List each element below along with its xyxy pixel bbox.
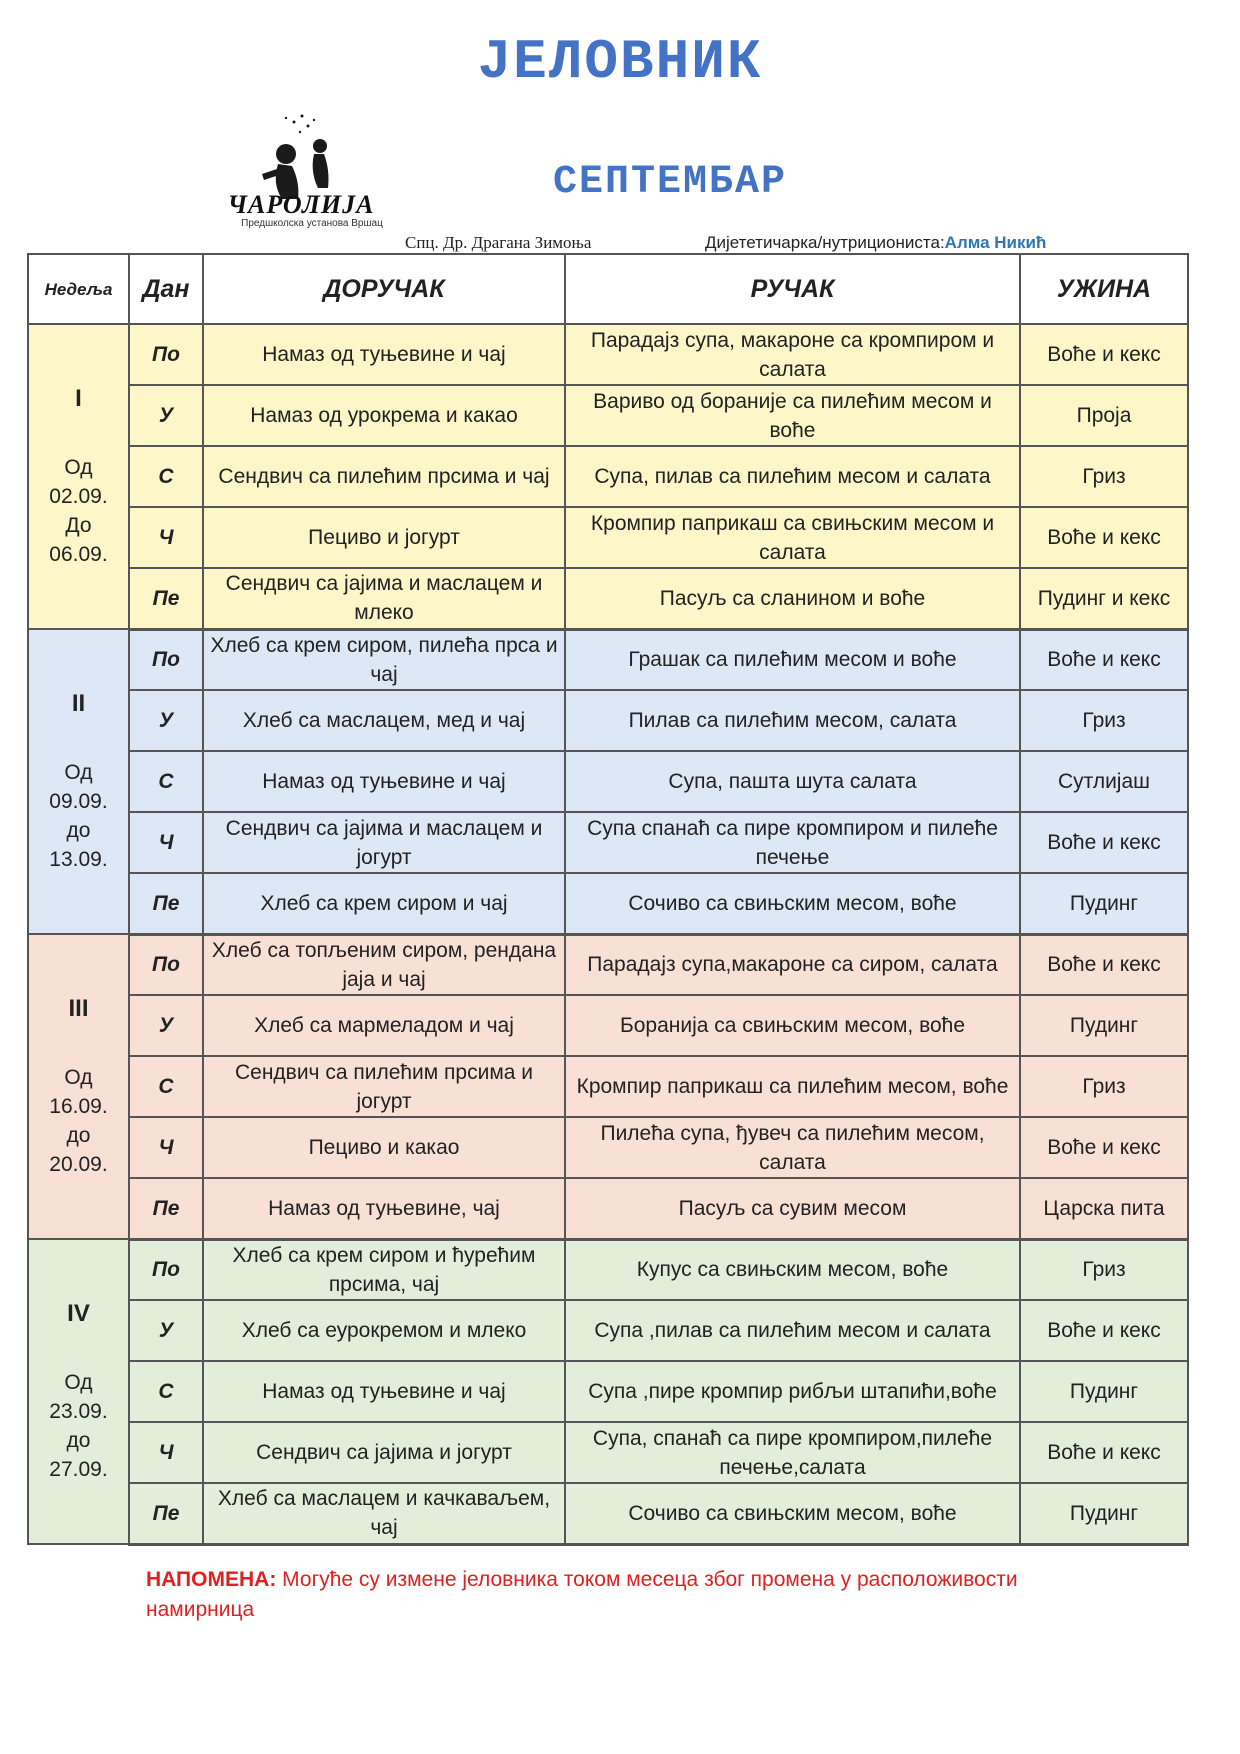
week-to-date: 27.09. [49, 1458, 108, 1481]
breakfast-cell: Пециво и јогурт [203, 507, 565, 568]
day-cell: По [129, 934, 203, 995]
day-cell: Пе [129, 1483, 203, 1544]
table-row [28, 1056, 1188, 1117]
header-breakfast: ДОРУЧАК [203, 254, 565, 324]
nutritionist [705, 233, 1046, 253]
snack-cell: Царска пита [1020, 1178, 1188, 1239]
day-cell: По [129, 629, 203, 690]
table-row [28, 507, 1188, 568]
day-cell: С [129, 1361, 203, 1422]
header-week: Недеља [28, 254, 129, 324]
snack-cell: Воће и кекс [1020, 1422, 1188, 1483]
nutritionist-label: Дијететичарка/нутрициониста: [705, 233, 945, 252]
day-cell: У [129, 385, 203, 446]
snack-cell: Гриз [1020, 690, 1188, 751]
day-cell: С [129, 446, 203, 507]
snack-cell: Воће и кекс [1020, 812, 1188, 873]
week-number: I [75, 385, 82, 412]
week-to-label: до [66, 1429, 91, 1452]
breakfast-cell: Пециво и какао [203, 1117, 565, 1178]
day-cell: По [129, 324, 203, 385]
day-cell: Ч [129, 812, 203, 873]
breakfast-cell: Намаз од туњевине, чај [203, 1178, 565, 1239]
lunch-cell: Супа спанаћ са пире кромпиром и пилеће печење [565, 812, 1020, 873]
snack-cell: Пудинг и кекс [1020, 568, 1188, 629]
table-row [28, 385, 1188, 446]
note [146, 1565, 1126, 1625]
breakfast-cell: Хлеб са крем сиром и ћурећим прсима, чај [203, 1239, 565, 1300]
table-header-row [28, 254, 1188, 324]
table-row [28, 934, 1188, 995]
lunch-cell: Сочиво са свињским месом, воће [565, 1483, 1020, 1544]
day-cell: Ч [129, 1422, 203, 1483]
lunch-cell: Кромпир паприкаш са свињским месом и салата [565, 507, 1020, 568]
breakfast-cell: Сендвич са пилећим прсима и чај [203, 446, 565, 507]
day-cell: По [129, 1239, 203, 1300]
breakfast-cell: Намаз од урокрема и какао [203, 385, 565, 446]
lunch-cell: Грашак са пилећим месом и воће [565, 629, 1020, 690]
week-cell [28, 324, 129, 629]
week-from-label: Од [64, 456, 93, 479]
snack-cell: Гриз [1020, 1056, 1188, 1117]
day-cell: Пе [129, 568, 203, 629]
breakfast-cell: Хлеб са топљеним сиром, рендана јаја и чај [203, 934, 565, 995]
note-text: Могуће су измене јеловника током месеца због промена у расположивости намирница [146, 1568, 1018, 1621]
header-day: Дан [129, 254, 203, 324]
table-row [28, 568, 1188, 629]
breakfast-cell: Сендвич са јајима и јогурт [203, 1422, 565, 1483]
lunch-cell: Парадајз супа, макароне са кромпиром и салата [565, 324, 1020, 385]
logo-caption: Предшколска установа Вршац [241, 218, 383, 229]
breakfast-cell: Намаз од туњевине и чај [203, 1361, 565, 1422]
snack-cell: Воће и кекс [1020, 1117, 1188, 1178]
snack-cell: Гриз [1020, 1239, 1188, 1300]
table-row [28, 690, 1188, 751]
table-row [28, 1117, 1188, 1178]
week-from-date: 23.09. [49, 1400, 108, 1423]
lunch-cell: Сочиво са свињским месом, воће [565, 873, 1020, 934]
lunch-cell: Боранија са свињским месом, воће [565, 995, 1020, 1056]
week-from-date: 16.09. [49, 1095, 108, 1118]
day-cell: У [129, 690, 203, 751]
table-row [28, 324, 1188, 385]
snack-cell: Пудинг [1020, 1483, 1188, 1544]
author-name: Спц. Др. Драгана Зимоња [405, 233, 592, 252]
table-row [28, 1178, 1188, 1239]
header-snack: УЖИНА [1020, 254, 1188, 324]
breakfast-cell: Сендвич са јајима и маслацем и јогурт [203, 812, 565, 873]
day-cell: Ч [129, 1117, 203, 1178]
table-row [28, 446, 1188, 507]
breakfast-cell: Намаз од туњевине и чај [203, 751, 565, 812]
week-to-label: до [66, 819, 91, 842]
day-cell: У [129, 1300, 203, 1361]
breakfast-cell: Сендвич са јајима и маслацем и млеко [203, 568, 565, 629]
logo-wordmark: ЧАРОЛИЈА [227, 190, 375, 219]
week-from-label: Од [64, 1371, 93, 1394]
breakfast-cell: Хлеб са маслацем, мед и чај [203, 690, 565, 751]
week-to-date: 06.09. [49, 543, 108, 566]
breakfast-cell: Хлеб са крем сиром, пилећа прса и чај [203, 629, 565, 690]
snack-cell: Воће и кекс [1020, 934, 1188, 995]
day-cell: Пе [129, 1178, 203, 1239]
snack-cell: Пудинг [1020, 873, 1188, 934]
day-cell: Ч [129, 507, 203, 568]
month-title: СЕПТЕМБАР [552, 160, 788, 205]
week-to-date: 20.09. [49, 1153, 108, 1176]
day-cell: У [129, 995, 203, 1056]
table-row [28, 995, 1188, 1056]
snack-cell: Проја [1020, 385, 1188, 446]
snack-cell: Воће и кекс [1020, 507, 1188, 568]
lunch-cell: Пилећа супа, ђувеч са пилећим месом, салата [565, 1117, 1020, 1178]
snack-cell: Воће и кекс [1020, 1300, 1188, 1361]
week-number: III [68, 995, 89, 1022]
breakfast-cell: Намаз од туњевине и чај [203, 324, 565, 385]
week-from-label: Од [64, 761, 93, 784]
lunch-cell: Супа ,пилав са пилећим месом и салата [565, 1300, 1020, 1361]
lunch-cell: Купус са свињским месом, воће [565, 1239, 1020, 1300]
lunch-cell: Супа, спанаћ са пире кромпиром,пилеће печење,салата [565, 1422, 1020, 1483]
week-to-date: 13.09. [49, 848, 108, 871]
lunch-cell: Супа, пашта шута салата [565, 751, 1020, 812]
table-row [28, 1300, 1188, 1361]
breakfast-cell: Хлеб са крем сиром и чај [203, 873, 565, 934]
week-from-date: 09.09. [49, 790, 108, 813]
week-to-label: До [65, 514, 92, 537]
week-from-date: 02.09. [49, 485, 108, 508]
snack-cell: Пудинг [1020, 1361, 1188, 1422]
snack-cell: Воће и кекс [1020, 324, 1188, 385]
week-cell [28, 934, 129, 1239]
breakfast-cell: Сендвич са пилећим прсима и јогурт [203, 1056, 565, 1117]
week-number: IV [67, 1300, 90, 1327]
table-row [28, 1422, 1188, 1483]
lunch-cell: Супа ,пире кромпир рибљи штапићи,воће [565, 1361, 1020, 1422]
table-row [28, 812, 1188, 873]
table-row [28, 873, 1188, 934]
table-row [28, 751, 1188, 812]
note-label: НАПОМЕНА: [146, 1568, 277, 1591]
snack-cell: Воће и кекс [1020, 629, 1188, 690]
header-lunch: РУЧАК [565, 254, 1020, 324]
table-row [28, 1239, 1188, 1300]
day-cell: Пе [129, 873, 203, 934]
table-row [28, 1483, 1188, 1544]
breakfast-cell: Хлеб са маслацем и качкаваљем, чај [203, 1483, 565, 1544]
lunch-cell: Вариво од боранијe са пилећим месом и воће [565, 385, 1020, 446]
week-from-label: Од [64, 1066, 93, 1089]
nutritionist-name: Алма Никић [944, 233, 1047, 252]
logo [202, 104, 400, 230]
table-row [28, 1361, 1188, 1422]
table-row [28, 629, 1188, 690]
breakfast-cell: Хлеб са еурокремом и млеко [203, 1300, 565, 1361]
lunch-cell: Пасуљ са сланином и воће [565, 568, 1020, 629]
lunch-cell: Супа, пилав са пилећим месом и салата [565, 446, 1020, 507]
page-title: ЈЕЛОВНИК [477, 30, 763, 94]
menu-table [27, 253, 1189, 1546]
lunch-cell: Парадајз супа,макароне са сиром, салата [565, 934, 1020, 995]
breakfast-cell: Хлеб са мармеладом и чај [203, 995, 565, 1056]
snack-cell: Сутлијаш [1020, 751, 1188, 812]
lunch-cell: Пасуљ са сувим месом [565, 1178, 1020, 1239]
snack-cell: Гриз [1020, 446, 1188, 507]
lunch-cell: Пилав са пилећим месом, салата [565, 690, 1020, 751]
day-cell: С [129, 1056, 203, 1117]
week-to-label: до [66, 1124, 91, 1147]
snack-cell: Пудинг [1020, 995, 1188, 1056]
week-cell [28, 629, 129, 934]
lunch-cell: Кромпир паприкаш са пилећим месом, воће [565, 1056, 1020, 1117]
week-cell [28, 1239, 129, 1544]
day-cell: С [129, 751, 203, 812]
week-number: II [71, 690, 86, 717]
